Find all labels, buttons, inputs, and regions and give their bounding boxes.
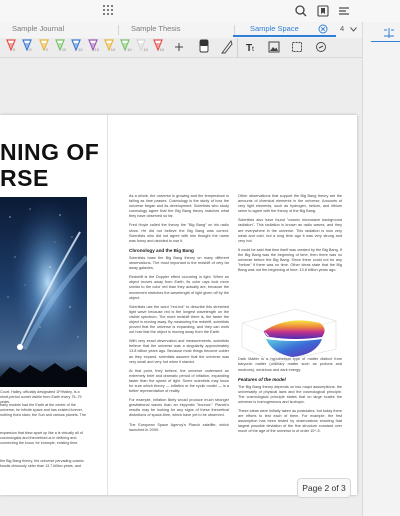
sidebar-active-indicator [371, 41, 400, 42]
search-icon[interactable] [293, 3, 309, 19]
svg-text:T: T [246, 43, 253, 53]
menu-icon[interactable] [336, 3, 352, 19]
tab-divider [234, 25, 235, 35]
tab-bar [0, 22, 400, 38]
page-indicator[interactable]: Page 2 of 3 [297, 478, 351, 498]
body-paragraph: The Big Bang theory depends on two major assumptions: the universality of physical laws and the cosmological principle. The cosmological principle states that on large scales the universe is homogeneous and isotropic. [238, 384, 342, 404]
chevron-down-icon[interactable] [350, 27, 357, 32]
body-paragraph: As a whole, the universe is growing and the temperature is falling as time passes. Cosmology is the study of how the universe began and its development. Scientists who study cosmology agree that the Big Bang theory matches what they have observed so far. [129, 194, 229, 219]
document-title-line1: NING OF [0, 139, 100, 165]
page-spine [107, 115, 108, 495]
tab-sample-thesis[interactable]: Sample Thesis [131, 24, 181, 33]
body-paragraph: Scientists base the Big Bang theory on many different observations. The most important is the redshift of very far away galaxies. [129, 255, 229, 271]
pen-tool[interactable] [6, 38, 18, 58]
pen-size: 10 [110, 47, 116, 52]
photo-caption: Court. Halley, officially designated 1P/Halley, is a short-period comet visible from Earth every 75–79 years. [0, 390, 82, 404]
left-paragraph: the Big Bang theory, the universe pervading cosmic fossils obviously older than 13.7 billion years, and [0, 459, 84, 469]
body-paragraph: Redshift is the Doppler effect occurring in light. When an object moves away from Earth, its color rays look more similar to the color red than they actually are, because the movement stretches the wavelength of light given off by the object. [129, 275, 229, 300]
lasso-icon[interactable] [220, 39, 234, 55]
body-paragraph: Scientists also have found "cosmic microwave background radiation". This radiation is known as radio waves, and they are everywhere in the universe. This radiation is now very weak and cold, but a long time ago it was very strong and very hot. [238, 218, 342, 243]
link-tool-icon[interactable] [315, 41, 327, 53]
pen-tool[interactable] [136, 38, 148, 58]
pen-size: 0 [45, 47, 48, 52]
body-paragraph: At that point, they believe, the universe underwent an extremely brief and dramatic period of inflation, expanding faster than the speed of light. Some scientists may know for sure which theory — inflation or the cyclic model — is a better representation of reality. [129, 368, 229, 394]
pen-tool[interactable] [153, 38, 165, 58]
tab-sample-journal[interactable]: Sample Journal [12, 24, 65, 33]
shape-tool-icon[interactable] [291, 41, 303, 53]
pen-tool[interactable] [22, 38, 34, 58]
pen-size: 0 [13, 47, 16, 52]
document-title-line2: RSE [0, 165, 49, 191]
active-tab-indicator [233, 35, 336, 37]
annotation-toolbar [0, 38, 362, 58]
close-tab-icon[interactable] [318, 24, 328, 34]
image-tool-icon[interactable] [268, 41, 280, 53]
split-view-icon[interactable] [383, 27, 395, 39]
section-heading: Features of the model [238, 376, 286, 382]
pen-size: 10 [78, 47, 83, 52]
bookmark-icon[interactable] [315, 3, 331, 19]
3d-surface-plot [236, 301, 346, 373]
text-column-1 [129, 194, 229, 437]
body-paragraph: The European Space Agency's Planck satellite, which launched in 2009. [129, 422, 229, 432]
tab-divider [118, 25, 119, 35]
pen-size: 10 [61, 47, 67, 52]
body-paragraph: Dark Matter is a hypothetical type of matter distinct from baryonic matter (ordinary matter such as protons and neutrons), neutrinos and dark energy. [238, 357, 342, 372]
body-paragraph: Fred Hoyle called the theory the "Big Bang" on his radio show. He did not believe the Big Bang was correct. Scientists who did not agree with him thought the name was funny and decided to use it. [129, 223, 229, 243]
left-paragraph: early models had the Earth at the center of the universe; he infinite space and has existed forever, nothing fixed stars; the Sun and various planets. The [0, 403, 87, 418]
section-heading: Chronology and the Big Bang [129, 247, 194, 253]
pen-tool[interactable] [88, 38, 100, 58]
pen-size: 0 [29, 47, 32, 52]
body-paragraph: With very exact observation and measurements, scientists believe that the universe was a singularity approximately 13.8 billion years ago. Because most things become colder as they expand, scientists assume that the universe was very small and very hot when it started. [129, 339, 229, 364]
body-paragraph: It could be said that time itself was created by the Big Bang. If the Big Bang was the beginning of time, then there was no universe before the Big Bang. Since there could not be any "before" if there was no time. Other ideas state that the Big Bang was not the beginning of time: 13.8 billion years ago. [238, 247, 342, 273]
pen-tool[interactable] [39, 38, 51, 58]
top-bar [0, 0, 400, 22]
document-viewer[interactable] [0, 58, 362, 516]
pen-tool[interactable] [55, 38, 67, 58]
text-tool-icon[interactable] [246, 41, 258, 53]
body-paragraph: These ideas were initially taken as postulates, but today there are efforts to test each of them. For example, the first assumption has been tested by observations showing that largest possible deviation of the fine structure constant over much of the age of the universe is of order 10^-5. [238, 409, 342, 434]
pen-tool[interactable] [120, 38, 132, 58]
eraser-icon[interactable] [198, 39, 210, 53]
body-paragraph: For example, Inflation likely would produce much stronger gravitational waves than an ekpyrotic "bounce." Planck's results may be looking for any signs of these theoretical distortions of space-time, which have yet to be observed. [129, 398, 229, 418]
svg-text:t: t [252, 46, 254, 53]
pen-size: 10 [127, 47, 132, 52]
pen-tool[interactable] [71, 38, 83, 58]
add-pen-icon[interactable] [174, 42, 184, 52]
pen-size: 10 [143, 47, 148, 52]
body-paragraph: Other observations that support the Big Bang theory are the amounts of chemical elements in the universe. Amounts of very light elements, such as hydrogen, helium, and lithium seem to agree with the theory of the Big Bang. [238, 194, 342, 214]
pen-tool[interactable] [104, 38, 116, 58]
tab-sample-space[interactable]: Sample Space [250, 24, 299, 33]
body-paragraph: Scientists use the word "red-hot" to describe this stretched light wave because red is the longest wavelength on the visible spectrum. The more redshift there is, the faster the object is moving away. By measuring the redshift, scientists proved that the universe is expanding, and they can work out how fast the object is moving away from the Earth. [129, 304, 229, 335]
tab-count[interactable]: 4 [340, 24, 345, 33]
pen-size: 10 [159, 47, 165, 52]
app-grid-icon[interactable] [103, 5, 113, 15]
right-sidebar [362, 22, 400, 516]
pen-size: 10 [94, 47, 99, 52]
left-paragraph: expansion that blew apart up like a is virtually all of cosmologists and theoretical us in defining and connecting the know, for example, existing time. [0, 431, 83, 446]
comet-photo [0, 197, 87, 387]
